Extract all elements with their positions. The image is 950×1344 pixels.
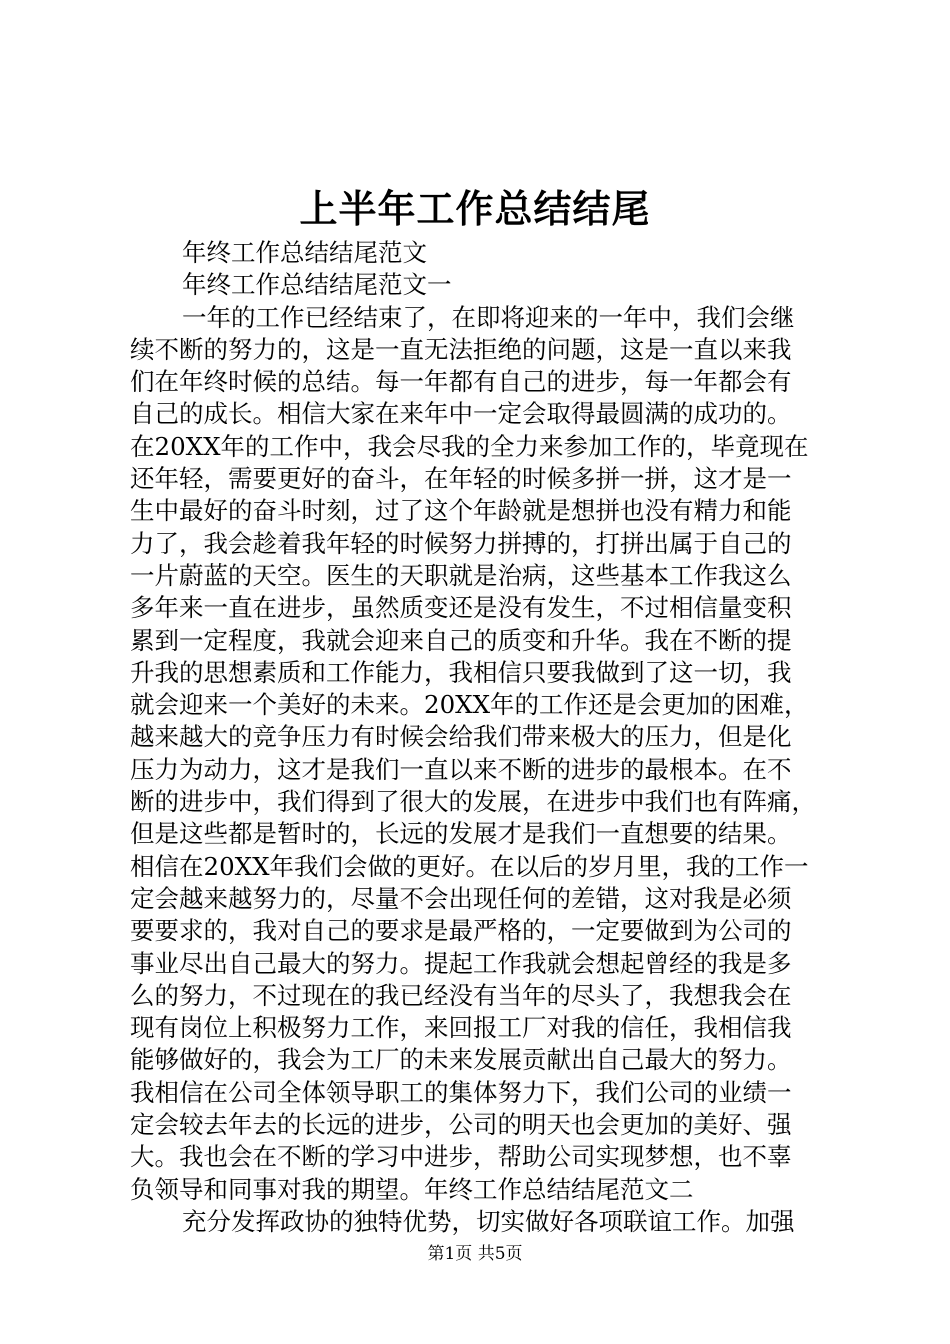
text-line: 充分发挥政协的独特优势，切实做好各项联谊工作。加强 xyxy=(182,1206,795,1236)
text-line: 断的进步中，我们得到了很大的发展，在进步中我们也有阵痛， xyxy=(130,787,816,817)
text-line: 升我的思想素质和工作能力，我相信只要我做到了这一切，我 xyxy=(130,657,792,687)
text-line: 定会较去年去的长远的进步，公司的明天也会更加的美好、强 xyxy=(130,1110,792,1140)
text-line: 定会越来越努力的，尽量不会出现任何的差错，这对我是必须 xyxy=(130,883,792,913)
text-line: 大。我也会在不断的学习中进步，帮助公司实现梦想，也不辜 xyxy=(130,1142,792,1172)
text-line: 们在年终时候的总结。每一年都有自己的进步，每一年都会有 xyxy=(130,367,792,397)
text-line: 负领导和同事对我的期望。年终工作总结结尾范文二 xyxy=(130,1174,694,1204)
text-line: 续不断的努力的，这是一直无法拒绝的问题，这是一直以来我 xyxy=(130,334,792,364)
text-line: 现有岗位上积极努力工作，来回报工厂对我的信任，我相信我 xyxy=(130,1013,792,1043)
text-line: 我相信在公司全体领导职工的集体努力下，我们公司的业绩一 xyxy=(130,1077,792,1107)
document-body xyxy=(130,237,830,1238)
text-line: 事业尽出自己最大的努力。提起工作我就会想起曾经的我是多 xyxy=(130,948,792,978)
text-line: 在20XX年的工作中，我会尽我的全力来参加工作的，毕竟现在 xyxy=(130,431,809,461)
text-line: 就会迎来一个美好的未来。20XX年的工作还是会更加的困难， xyxy=(130,690,809,720)
text-line: 一片蔚蓝的天空。医生的天职就是治病，这些基本工作我这么 xyxy=(130,560,792,590)
text-line: 力了，我会趁着我年轻的时候努力拼搏的，打拼出属于自己的 xyxy=(130,528,792,558)
text-line: 么的努力，不过现在的我已经没有当年的尽头了，我想我会在 xyxy=(130,980,792,1010)
text-line: 年终工作总结结尾范文一 xyxy=(182,270,452,300)
text-line: 年终工作总结结尾范文 xyxy=(182,238,427,267)
text-line: 要要求的，我对自己的要求是最严格的，一定要做到为公司的 xyxy=(130,916,792,946)
text-line: 能够做好的，我会为工厂的未来发展贡献出自己最大的努力。 xyxy=(130,1045,792,1075)
text-line: 多年来一直在进步，虽然质变还是没有发生，不过相信量变积 xyxy=(130,593,792,623)
text-line: 还年轻，需要更好的奋斗，在年轻的时候多拼一拼，这才是一 xyxy=(130,464,792,494)
text-line: 压力为动力，这才是我们一直以来不断的进步的最根本。在不 xyxy=(130,754,792,784)
text-line: 越来越大的竞争压力有时候会给我们带来极大的压力，但是化 xyxy=(130,722,792,752)
page-footer: 第1页 共5页 xyxy=(427,1244,523,1264)
text-line: 累到一定程度，我就会迎来自己的质变和升华。我在不断的提 xyxy=(130,625,792,655)
text-line: 相信在20XX年我们会做的更好。在以后的岁月里，我的工作一 xyxy=(130,851,809,881)
document-title: 上半年工作总结结尾 xyxy=(299,186,651,231)
text-line: 自己的成长。相信大家在来年中一定会取得最圆满的成功的。 xyxy=(130,399,792,429)
text-line: 但是这些都是暂时的，长远的发展才是我们一直想要的结果。 xyxy=(130,819,792,849)
text-line: 一年的工作已经结束了，在即将迎来的一年中，我们会继 xyxy=(182,302,795,332)
text-line: 生中最好的奋斗时刻，过了这个年龄就是想拼也没有精力和能 xyxy=(130,496,792,526)
